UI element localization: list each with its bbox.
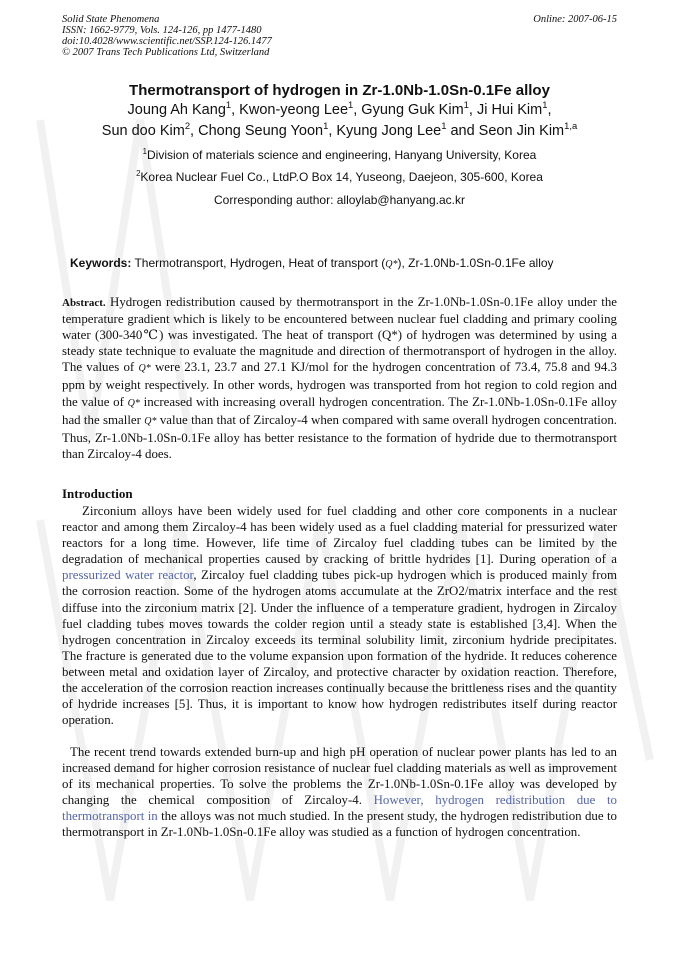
affiliation-2 <box>62 170 617 184</box>
affil-text: Division of materials science and engineering, Hanyang University, Korea <box>147 148 537 162</box>
abstract-text: value than that of Zircaloy-4 when compared with same overall hydrogen concentration. Thus, Zr-1.0Nb-1.0Sn-0.1Fe alloy has better resistance to the formation of hydride due to thermotransport than Zircaloy-4 does. <box>62 412 617 461</box>
affil-mark: 2 <box>136 169 141 178</box>
abstract <box>62 294 617 462</box>
author-affil-mark: 1 <box>441 120 447 132</box>
author-affil-mark: 1,a <box>564 120 578 132</box>
affiliation-1 <box>62 148 617 162</box>
author-name: , Kwon-yeong Lee <box>231 102 349 118</box>
paragraph-text: The recent trend towards extended burn-up and high pH operation of nuclear power plants has led to an increased demand for higher corrosion resistance of nuclear fuel cladding materials as well as improvement of its mechanical properties. To solve the problems the Zr-1.0Nb-1.0Sn-0.1Fe alloy was developed by changing the chemical composition of Zircaloy-4. <box>62 745 617 808</box>
affil-mark: 1 <box>142 147 148 156</box>
abstract-label: Abstract. <box>62 297 106 309</box>
introduction-heading: Introduction <box>62 486 133 501</box>
paragraph-text: , Zircaloy fuel cladding tubes pick-up hydrogen which is produced mainly from the corrosion reaction. Some of the hydrogen atoms accumulate at the ZrO2/matrix interface and the rest diffuse into the zirconium matrix [2]. Under the influence of a temperature gradient, hydrogen in Zircaloy fuel cladding tubes moves towards the colder region until a steady state is established [3,4]. When the hydrogen concentration in Zircaloy exceeds its terminal solubility limit, zirconium hydride precipitates. The fracture is generated due to the volume expansion upon formation of the hydride. It reduces coherence between metal and oxidation layer of Zircaloy, and protective character by oxidation reaction. Therefore, the acceleration of the corrosion reaction increases continually because the brittleness rises and the quantity of hydride increases [5]. Thus, it is important to know how hydrogen redistributes itself during reactor operation. <box>62 568 617 728</box>
author-line-1: Joung Ah Kang$^1$, Kwon-yeong Lee$^1$, Gyung Guk Kim$^1$, Ji Hui Kim$^1$, <box>127 99 552 118</box>
abstract-text: Hydrogen redistribution caused by thermotransport in the Zr-1.0Nb-1.0Sn-0.1Fe alloy under the temperature gradient which is likely to be encountered between nuclear fuel cladding and primary cooling water (300-340℃) was investigated. The heat of transport (Q*) of hydrogen was determined by using a steady state technique to evaluate the magnitude and direction of thermotransport of hydrogen in the alloy. The values of <box>62 295 617 375</box>
abstract-text: increased with increasing overall hydrogen concentration. The Zr-1.0Nb-1.0Sn-0.1Fe alloy had the smaller <box>62 394 617 427</box>
online-date: Online: 2007-06-15 <box>533 14 617 25</box>
author-name: , Chong Seung Yoon <box>190 123 324 139</box>
journal-header <box>62 14 617 58</box>
abstract-text: were 23.1, 23.7 and 27.1 KJ/mol for the hydrogen concentration of 73.4, 75.8 and 94.3 ppm by weight respectively. In other words, hydrogen was transported from hot region to cold region and the value of <box>62 360 617 409</box>
q-star-symbol: Q* <box>144 415 157 427</box>
highlighted-text: pressurized water reactor <box>62 568 194 583</box>
author-list <box>62 100 617 142</box>
author-name: Sun doo Kim <box>101 123 185 139</box>
journal-name: Solid State Phenomena <box>62 14 160 25</box>
copyright-line: © 2007 Trans Tech Publications Ltd, Switzerland <box>62 47 270 58</box>
intro-paragraph-2 <box>62 744 617 841</box>
paper-title: Thermotransport of hydrogen in Zr-1.0Nb-1.0Sn-0.1Fe alloy <box>129 82 550 99</box>
issn-line: ISSN: 1662-9779, Vols. 124-126, pp 1477-1480 <box>62 25 262 36</box>
author-name: , Kyung Jong Lee <box>328 123 442 139</box>
q-star-symbol: Q* <box>127 397 140 409</box>
author-affil-mark: 1 <box>463 99 469 111</box>
author-name: and Seon Jin Kim <box>446 123 565 139</box>
doi-line: doi:10.4028/www.scientific.net/SSP.124-126.1477 <box>62 36 272 47</box>
keywords-label: Keywords: <box>70 256 132 270</box>
author-affil-mark: 1 <box>542 99 548 111</box>
paragraph-text: Zirconium alloys have been widely used for fuel cladding and other core components in a nuclear reactor and among them Zircaloy-4 has been widely used as a fuel cladding material for pressurized water reactors for a long time. However, life time of Zircaloy fuel cladding tubes can be limited by the degradation of mechanical properties caused by cracking of brittle hydrides [1]. During operation of a <box>62 504 617 567</box>
author-line-2 <box>62 121 617 142</box>
intro-paragraph-1 <box>62 503 617 728</box>
author-affil-mark: 1 <box>323 120 329 132</box>
paragraph-text: the alloys was not much studied. In the present study, the hydrogen redistribution due to thermotransport in Zr-1.0Nb-1.0Sn-0.1Fe alloy was studied as a function of hydrogen concentration. <box>62 809 617 840</box>
q-star-symbol: Q* <box>385 259 398 270</box>
author-affil-mark: 2 <box>184 120 191 132</box>
keywords-line <box>70 256 610 270</box>
author-affil-mark: 1 <box>225 99 232 111</box>
author-name: Joung Ah Kang <box>127 102 226 118</box>
corresponding-author: Corresponding author: alloylab@hanyang.ac.kr <box>214 193 465 207</box>
keywords-text: Thermotransport, Hydrogen, Heat of transport ( <box>131 256 386 270</box>
q-star-symbol: Q* <box>138 363 151 375</box>
keywords-text: ), Zr-1.0Nb-1.0Sn-0.1Fe alloy <box>397 256 554 270</box>
author-name: , Gyung Guk Kim <box>353 102 464 118</box>
affil-text: Korea Nuclear Fuel Co., LtdP.O Box 14, Yuseong, Daejeon, 305-600, Korea <box>140 170 543 184</box>
author-name: , Ji Hui Kim <box>468 102 543 118</box>
author-affil-mark: 1 <box>348 99 354 111</box>
highlighted-text: However, hydrogen redistribution due to thermotransport in <box>62 793 617 824</box>
